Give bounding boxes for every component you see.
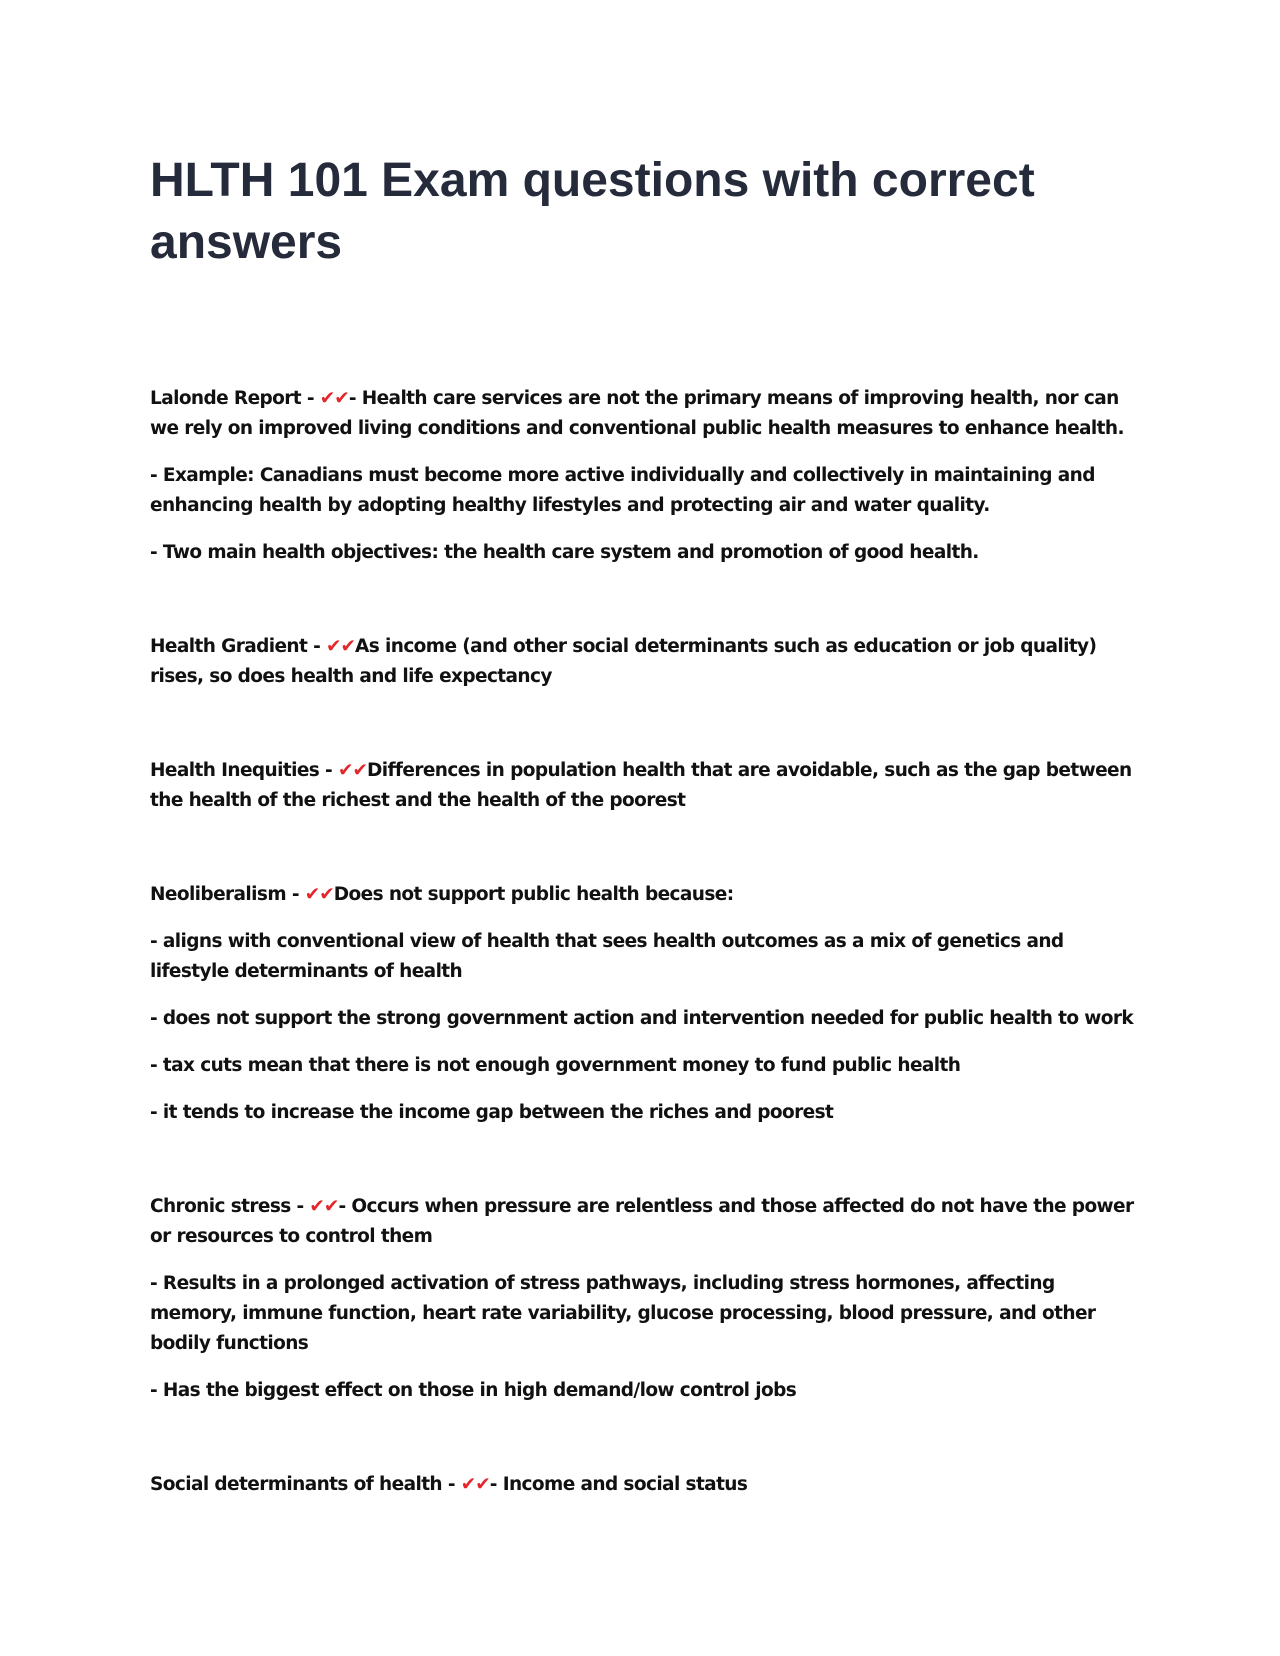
page-title: HLTH 101 Exam questions with correct answers	[150, 154, 1035, 269]
flashcard-definition	[150, 1192, 1140, 1252]
flashcard-definition	[150, 1470, 1140, 1500]
flashcard-entry	[150, 880, 1140, 1128]
flashcard-term: Health Inequities -	[150, 760, 338, 781]
flashcard-definition	[150, 632, 1140, 692]
check-icon: ✔✔	[460, 1474, 490, 1495]
flashcard-term: Neoliberalism -	[150, 884, 305, 905]
flashcard-detail: - Two main health objectives: the health care system and promotion of good health.	[150, 542, 979, 563]
definition-text: - Occurs when pressure are relentless and those affected do not have the power or resources to control them	[150, 1196, 1134, 1247]
flashcard-detail: - aligns with conventional view of health that sees health outcomes as a mix of genetics and lifestyle determinants of health	[150, 931, 1064, 982]
definition-text: Does not support public health because:	[333, 884, 734, 905]
flashcard-entry	[150, 1192, 1140, 1406]
definition-text: As income (and other social determinants such as education or job quality) rises, so does health and life expectancy	[150, 636, 1097, 687]
flashcard-detail: - Example: Canadians must become more active individually and collectively in maintaining and enhancing health by adopting healthy lifestyles and protecting air and water quality.	[150, 465, 1095, 516]
flashcard-entry	[150, 384, 1140, 568]
check-icon: ✔✔	[304, 884, 334, 905]
flashcard-entry	[150, 632, 1140, 692]
definition-text: Differences in population health that are avoidable, such as the gap between the health of the richest and the health of the poorest	[150, 760, 1132, 811]
flashcard-term: Health Gradient -	[150, 636, 327, 657]
flashcard-detail: - Results in a prolonged activation of stress pathways, including stress hormones, affecting memory, immune function, heart rate variability, glucose processing, blood pressure, and other bodily functions	[150, 1273, 1096, 1354]
flashcard-detail: - does not support the strong government action and intervention needed for public health to work	[150, 1008, 1134, 1029]
flashcard-term: Lalonde Report -	[150, 388, 320, 409]
check-icon: ✔✔	[326, 636, 356, 657]
flashcard-entry	[150, 1470, 1140, 1500]
check-icon: ✔✔	[319, 388, 349, 409]
flashcard-definition	[150, 880, 1140, 910]
flashcard-detail: - Has the biggest effect on those in high demand/low control jobs	[150, 1380, 797, 1401]
flashcard-definition	[150, 384, 1140, 444]
check-icon: ✔✔	[309, 1196, 339, 1217]
flashcard-detail: - tax cuts mean that there is not enough government money to fund public health	[150, 1055, 961, 1076]
check-icon: ✔✔	[337, 760, 367, 781]
definition-text: - Health care services are not the primary means of improving health, nor can we rely on improved living conditions and conventional public health measures to enhance health.	[150, 388, 1124, 439]
flashcard-detail: - it tends to increase the income gap between the riches and poorest	[150, 1102, 834, 1123]
flashcard-definition	[150, 756, 1140, 816]
flashcard-term: Chronic stress -	[150, 1196, 310, 1217]
flashcard-term: Social determinants of health -	[150, 1474, 461, 1495]
flashcard-list	[150, 384, 1140, 1500]
definition-text: - Income and social status	[489, 1474, 748, 1495]
flashcard-entry	[150, 756, 1140, 816]
